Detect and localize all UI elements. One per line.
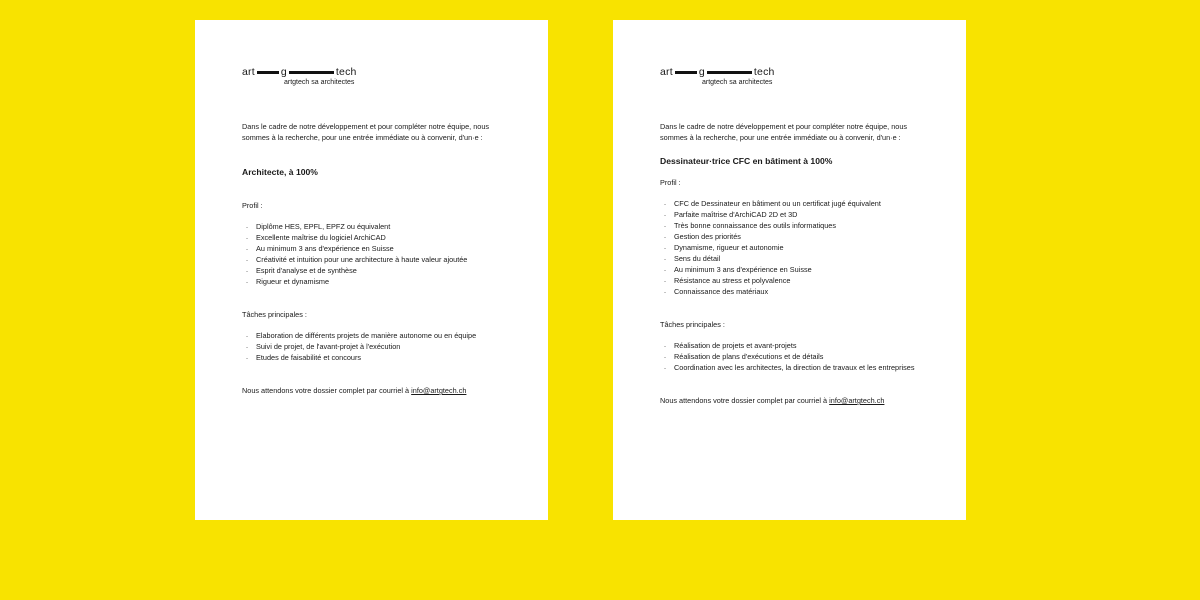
job-title: Dessinateur·trice CFC en bâtiment à 100% [660, 156, 833, 166]
tasks-label: Tâches principales : [660, 320, 725, 329]
email-link[interactable]: info@artgtech.ch [829, 396, 885, 405]
job-posting-draftsperson [613, 20, 966, 520]
logo-text-art: art [242, 66, 255, 78]
list-item: . Coordination avec les architectes, la direction de travaux et les entreprises [664, 362, 936, 373]
logo-bar [257, 71, 279, 74]
logo-subtitle: artgtech sa architectes [284, 79, 355, 86]
list-item: . Excellente maîtrise du logiciel ArchiCAD [246, 232, 518, 243]
closing-sentence: Nous attendons votre dossier complet par courriel à [660, 396, 830, 405]
job-posting-architect [195, 20, 548, 520]
tasks-list [242, 330, 518, 363]
logo-text-tech: tech [335, 66, 357, 78]
list-item: . Gestion des priorités [664, 231, 936, 242]
closing-sentence: Nous attendons votre dossier complet par courriel à [242, 386, 412, 395]
logo-text-tech: tech [753, 66, 775, 78]
list-item: . Créativité et intuition pour une architecture à haute valeur ajoutée [246, 254, 518, 265]
list-item: . Très bonne connaissance des outils informatiques [664, 220, 936, 231]
job-title: Architecte, à 100% [242, 167, 318, 177]
tasks-label: Tâches principales : [242, 310, 307, 319]
list-item: . Rigueur et dynamisme [246, 276, 518, 287]
profile-label: Profil : [242, 201, 263, 210]
logo-bar [675, 71, 697, 74]
list-item: . Dynamisme, rigueur et autonomie [664, 242, 936, 253]
profile-label: Profil : [660, 178, 681, 187]
list-item: . Résistance au stress et polyvalence [664, 275, 936, 286]
profile-list [660, 198, 936, 297]
list-item: . Connaissance des matériaux [664, 286, 936, 297]
logo-bar [707, 71, 752, 74]
list-item: . CFC de Dessinateur en bâtiment ou un certificat jugé équivalent [664, 198, 936, 209]
list-item: . Sens du détail [664, 253, 936, 264]
closing-text [242, 385, 518, 396]
logo-bar [289, 71, 334, 74]
profile-list [242, 221, 518, 287]
logo-subtitle: artgtech sa architectes [702, 79, 773, 86]
logo-text-g: g [280, 66, 287, 78]
company-logo [660, 66, 936, 88]
intro-text: Dans le cadre de notre développement et pour compléter notre équipe, nous sommes à la recherche, pour une entrée immédiate ou à convenir, d'un·e : [242, 122, 490, 142]
company-logo [242, 66, 518, 88]
list-item: . Elaboration de différents projets de manière autonome ou en équipe [246, 330, 518, 341]
list-item: . Suivi de projet, de l'avant-projet à l'exécution [246, 341, 518, 352]
logo-text-art: art [660, 66, 673, 78]
logo-text-g: g [698, 66, 705, 78]
list-item: . Esprit d'analyse et de synthèse [246, 265, 518, 276]
list-item: . Au minimum 3 ans d'expérience en Suisse [664, 264, 936, 275]
closing-text [660, 395, 936, 406]
list-item: . Réalisation de projets et avant-projets [664, 340, 936, 351]
list-item: . Au minimum 3 ans d'expérience en Suisse [246, 243, 518, 254]
intro-text: Dans le cadre de notre développement et pour compléter notre équipe, nous sommes à la recherche, pour une entrée immédiate ou à convenir, d'un·e : [660, 122, 908, 142]
list-item: . Diplôme HES, EPFL, EPFZ ou équivalent [246, 221, 518, 232]
list-item: . Etudes de faisabilité et concours [246, 352, 518, 363]
list-item: . Parfaite maîtrise d'ArchiCAD 2D et 3D [664, 209, 936, 220]
email-link[interactable]: info@artgtech.ch [411, 386, 467, 395]
tasks-list [660, 340, 936, 373]
list-item: . Réalisation de plans d'exécutions et de détails [664, 351, 936, 362]
